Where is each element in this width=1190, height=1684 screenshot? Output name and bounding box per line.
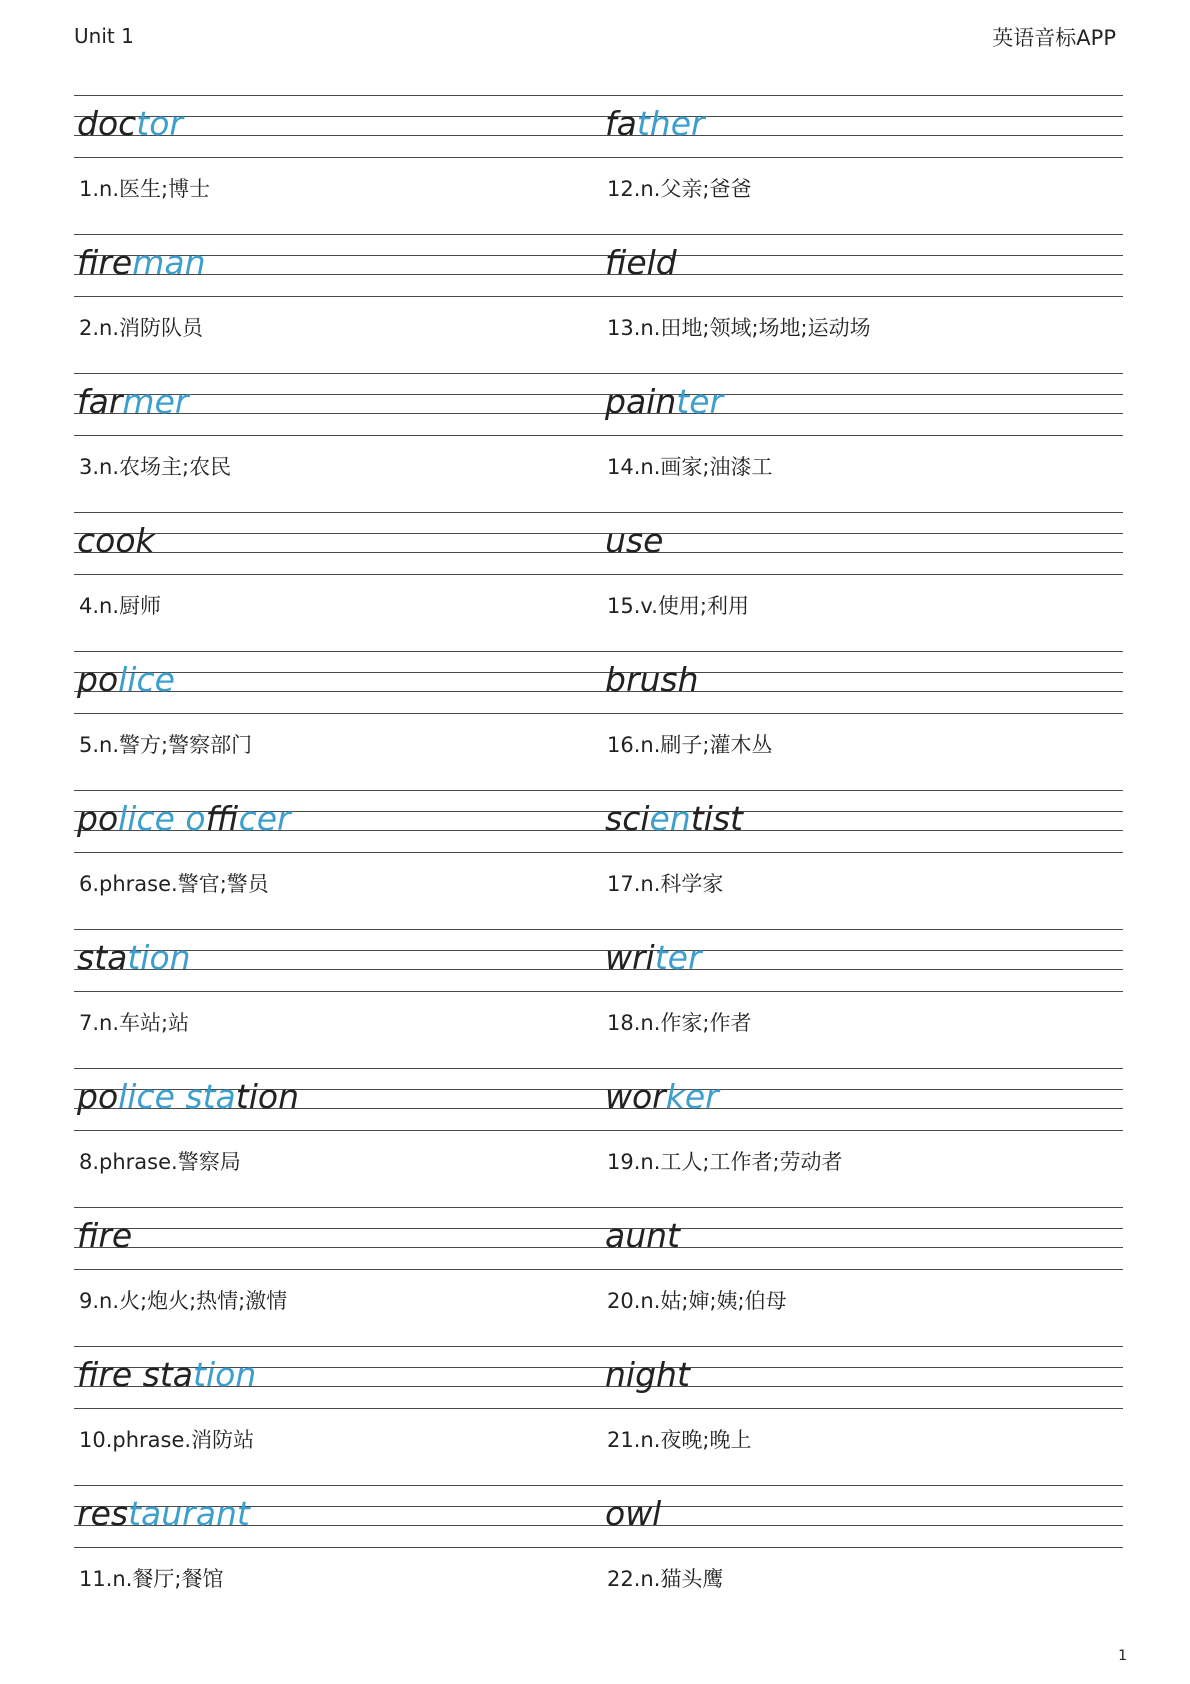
vocab-meaning: 3.n.农场主;农民	[79, 455, 232, 479]
word-segment: po	[77, 1077, 119, 1116]
ruled-line	[602, 1247, 1123, 1248]
vocab-entry	[602, 234, 1123, 373]
ruled-line	[602, 1228, 1123, 1229]
ruled-line	[602, 512, 1123, 513]
vocab-entry	[74, 373, 602, 512]
ruled-line	[74, 1547, 602, 1548]
word-segment-highlighted: lice	[118, 660, 175, 699]
word-segment-highlighted: ter	[654, 938, 702, 977]
ruled-line	[602, 274, 1123, 275]
word-segment: ffi	[205, 799, 239, 838]
ruled-line	[602, 533, 1123, 534]
vocab-entry	[74, 234, 602, 373]
ruled-line	[602, 991, 1123, 992]
vocab-column-right	[602, 95, 1123, 1624]
vocab-meaning: 15.v.使用;利用	[607, 594, 749, 618]
word-segment: sci	[605, 799, 650, 838]
word-segment: po	[77, 799, 119, 838]
handwriting-lines	[602, 929, 1123, 992]
ruled-line	[74, 157, 602, 158]
ruled-line	[74, 1207, 602, 1208]
handwriting-lines	[74, 1485, 602, 1548]
vocab-meaning: 16.n.刷子;灌木丛	[607, 733, 773, 757]
ruled-line	[74, 651, 602, 652]
ruled-line	[74, 512, 602, 513]
word-segment: pain	[605, 382, 677, 421]
ruled-line	[74, 1130, 602, 1131]
ruled-line	[602, 1525, 1123, 1526]
ruled-line	[602, 1130, 1123, 1131]
ruled-line	[602, 574, 1123, 575]
vocab-meaning: 21.n.夜晚;晚上	[607, 1428, 752, 1452]
handwriting-lines	[602, 651, 1123, 714]
word-segment: field	[605, 243, 677, 282]
vocab-word	[605, 1216, 680, 1256]
word-segment-highlighted: cer	[238, 799, 291, 838]
ruled-line	[74, 234, 602, 235]
ruled-line	[74, 991, 602, 992]
vocab-entry	[74, 1207, 602, 1346]
ruled-line	[602, 1485, 1123, 1486]
vocab-meaning: 19.n.工人;工作者;劳动者	[607, 1150, 843, 1174]
word-segment: fire	[77, 1216, 133, 1255]
handwriting-lines	[74, 1068, 602, 1131]
vocab-word	[605, 1494, 661, 1534]
word-segment: wor	[605, 1077, 666, 1116]
vocab-meaning: 4.n.厨师	[79, 594, 162, 618]
vocab-word	[605, 1077, 719, 1117]
vocab-meaning: 9.n.火;炮火;热情;激情	[79, 1289, 288, 1313]
ruled-line	[74, 1228, 602, 1229]
vocab-word	[77, 521, 155, 561]
vocab-meaning: 18.n.作家;作者	[607, 1011, 752, 1035]
word-segment: brush	[605, 660, 699, 699]
vocab-entry	[602, 373, 1123, 512]
word-segment-highlighted: mer	[122, 382, 189, 421]
vocab-word	[605, 521, 663, 561]
ruled-line	[602, 651, 1123, 652]
ruled-line	[74, 1408, 602, 1409]
vocab-meaning: 13.n.田地;领域;场地;运动场	[607, 316, 871, 340]
vocab-meaning: 8.phrase.警察局	[79, 1150, 241, 1174]
word-segment: far	[77, 382, 123, 421]
ruled-line	[602, 1547, 1123, 1548]
handwriting-lines	[602, 95, 1123, 158]
ruled-line	[602, 852, 1123, 853]
ruled-line	[74, 574, 602, 575]
ruled-line	[602, 435, 1123, 436]
ruled-line	[74, 373, 602, 374]
ruled-line	[74, 95, 602, 96]
vocab-entry	[74, 512, 602, 651]
word-segment: po	[77, 660, 119, 699]
vocab-entry	[602, 1346, 1123, 1485]
vocab-word	[605, 382, 723, 422]
vocab-word	[77, 382, 188, 422]
word-segment-highlighted: tor	[136, 104, 183, 143]
vocab-column-left	[74, 95, 602, 1624]
ruled-line	[602, 1068, 1123, 1069]
ruled-line	[74, 713, 602, 714]
word-segment-highlighted: tion	[127, 938, 191, 977]
vocab-word	[77, 938, 191, 978]
ruled-line	[602, 713, 1123, 714]
handwriting-lines	[602, 1346, 1123, 1409]
vocab-entry	[74, 1068, 602, 1207]
vocab-entry	[602, 790, 1123, 929]
word-segment: wri	[605, 938, 655, 977]
handwriting-lines	[74, 1207, 602, 1270]
word-segment: fire	[77, 243, 133, 282]
ruled-line	[74, 1068, 602, 1069]
ruled-line	[74, 1247, 602, 1248]
handwriting-lines	[602, 512, 1123, 575]
vocab-entry	[74, 1485, 602, 1624]
word-segment: res	[77, 1494, 129, 1533]
vocab-word	[77, 104, 183, 144]
ruled-line	[602, 296, 1123, 297]
vocab-word	[77, 799, 291, 839]
handwriting-lines	[74, 512, 602, 575]
ruled-line	[74, 1269, 602, 1270]
word-segment-highlighted: lice o	[118, 799, 206, 838]
vocab-meaning: 11.n.餐厅;餐馆	[79, 1567, 224, 1591]
handwriting-lines	[602, 1207, 1123, 1270]
word-segment-highlighted: ther	[636, 104, 705, 143]
ruled-line	[602, 1408, 1123, 1409]
ruled-line	[602, 255, 1123, 256]
app-name: 英语音标APP	[992, 26, 1116, 50]
vocab-meaning: 7.n.车站;站	[79, 1011, 190, 1035]
handwriting-lines	[74, 790, 602, 853]
vocab-meaning: 20.n.姑;婶;姨;伯母	[607, 1289, 787, 1313]
vocab-meaning: 22.n.猫头鹰	[607, 1567, 724, 1591]
vocab-entry	[74, 1346, 602, 1485]
vocab-meaning: 2.n.消防队员	[79, 316, 204, 340]
ruled-line	[602, 373, 1123, 374]
ruled-line	[74, 852, 602, 853]
ruled-line	[74, 1485, 602, 1486]
vocab-meaning: 1.n.医生;博士	[79, 177, 211, 201]
handwriting-lines	[602, 790, 1123, 853]
word-segment: owl	[605, 1494, 662, 1533]
handwriting-lines	[602, 373, 1123, 436]
word-segment: tist	[690, 799, 743, 838]
handwriting-lines	[74, 234, 602, 297]
handwriting-lines	[602, 1485, 1123, 1548]
word-segment: doc	[77, 104, 137, 143]
word-segment: aunt	[605, 1216, 680, 1255]
word-segment: tion	[235, 1077, 299, 1116]
handwriting-lines	[602, 1068, 1123, 1131]
page-number: 1	[1118, 1648, 1127, 1664]
ruled-line	[74, 929, 602, 930]
word-segment: cook	[77, 521, 155, 560]
vocab-meaning: 12.n.父亲;爸爸	[607, 177, 752, 201]
word-segment-highlighted: man	[132, 243, 206, 282]
vocab-word	[77, 1077, 299, 1117]
ruled-line	[602, 1207, 1123, 1208]
vocab-entry	[602, 1485, 1123, 1624]
ruled-line	[602, 790, 1123, 791]
vocab-entry	[602, 651, 1123, 790]
ruled-line	[74, 790, 602, 791]
vocab-meaning: 6.phrase.警官;警员	[79, 872, 269, 896]
unit-label: Unit 1	[74, 24, 134, 48]
vocab-meaning: 17.n.科学家	[607, 872, 724, 896]
word-segment: use	[605, 521, 664, 560]
handwriting-lines	[74, 651, 602, 714]
vocab-word	[77, 1494, 250, 1534]
vocab-entry	[602, 512, 1123, 651]
vocab-word	[77, 1355, 256, 1395]
handwriting-lines	[602, 234, 1123, 297]
ruled-line	[74, 296, 602, 297]
vocab-entry	[602, 929, 1123, 1068]
ruled-line	[602, 95, 1123, 96]
ruled-line	[602, 1269, 1123, 1270]
vocab-word	[605, 660, 699, 700]
handwriting-lines	[74, 1346, 602, 1409]
vocab-entry	[74, 790, 602, 929]
vocab-meaning: 10.phrase.消防站	[79, 1428, 255, 1452]
word-segment: fa	[605, 104, 637, 143]
vocab-entry	[602, 1068, 1123, 1207]
ruled-line	[74, 1346, 602, 1347]
word-segment-highlighted: ter	[676, 382, 724, 421]
handwriting-lines	[74, 929, 602, 992]
vocab-word	[605, 799, 743, 839]
vocab-entry	[74, 651, 602, 790]
vocab-word	[605, 104, 705, 144]
word-segment-highlighted: lice sta	[118, 1077, 236, 1116]
vocab-word	[77, 1216, 132, 1256]
word-segment-highlighted: en	[649, 799, 691, 838]
word-segment: fire sta	[77, 1355, 194, 1394]
word-segment: sta	[77, 938, 128, 977]
vocab-word	[605, 1355, 690, 1395]
vocab-entry	[602, 1207, 1123, 1346]
word-segment: night	[605, 1355, 690, 1394]
ruled-line	[74, 435, 602, 436]
handwriting-lines	[74, 95, 602, 158]
vocab-word	[605, 243, 677, 283]
vocab-word	[77, 243, 206, 283]
word-segment-highlighted: tion	[193, 1355, 257, 1394]
vocab-entry	[74, 95, 602, 234]
ruled-line	[602, 1346, 1123, 1347]
vocab-word	[605, 938, 702, 978]
word-segment-highlighted: ker	[665, 1077, 719, 1116]
ruled-line	[602, 552, 1123, 553]
vocab-meaning: 14.n.画家;油漆工	[607, 455, 773, 479]
vocab-word	[77, 660, 175, 700]
handwriting-lines	[74, 373, 602, 436]
ruled-line	[602, 929, 1123, 930]
vocab-meaning: 5.n.警方;警察部门	[79, 733, 253, 757]
ruled-line	[602, 1506, 1123, 1507]
word-segment-highlighted: taurant	[128, 1494, 250, 1533]
vocab-entry	[602, 95, 1123, 234]
vocab-entry	[74, 929, 602, 1068]
ruled-line	[602, 234, 1123, 235]
ruled-line	[602, 157, 1123, 158]
